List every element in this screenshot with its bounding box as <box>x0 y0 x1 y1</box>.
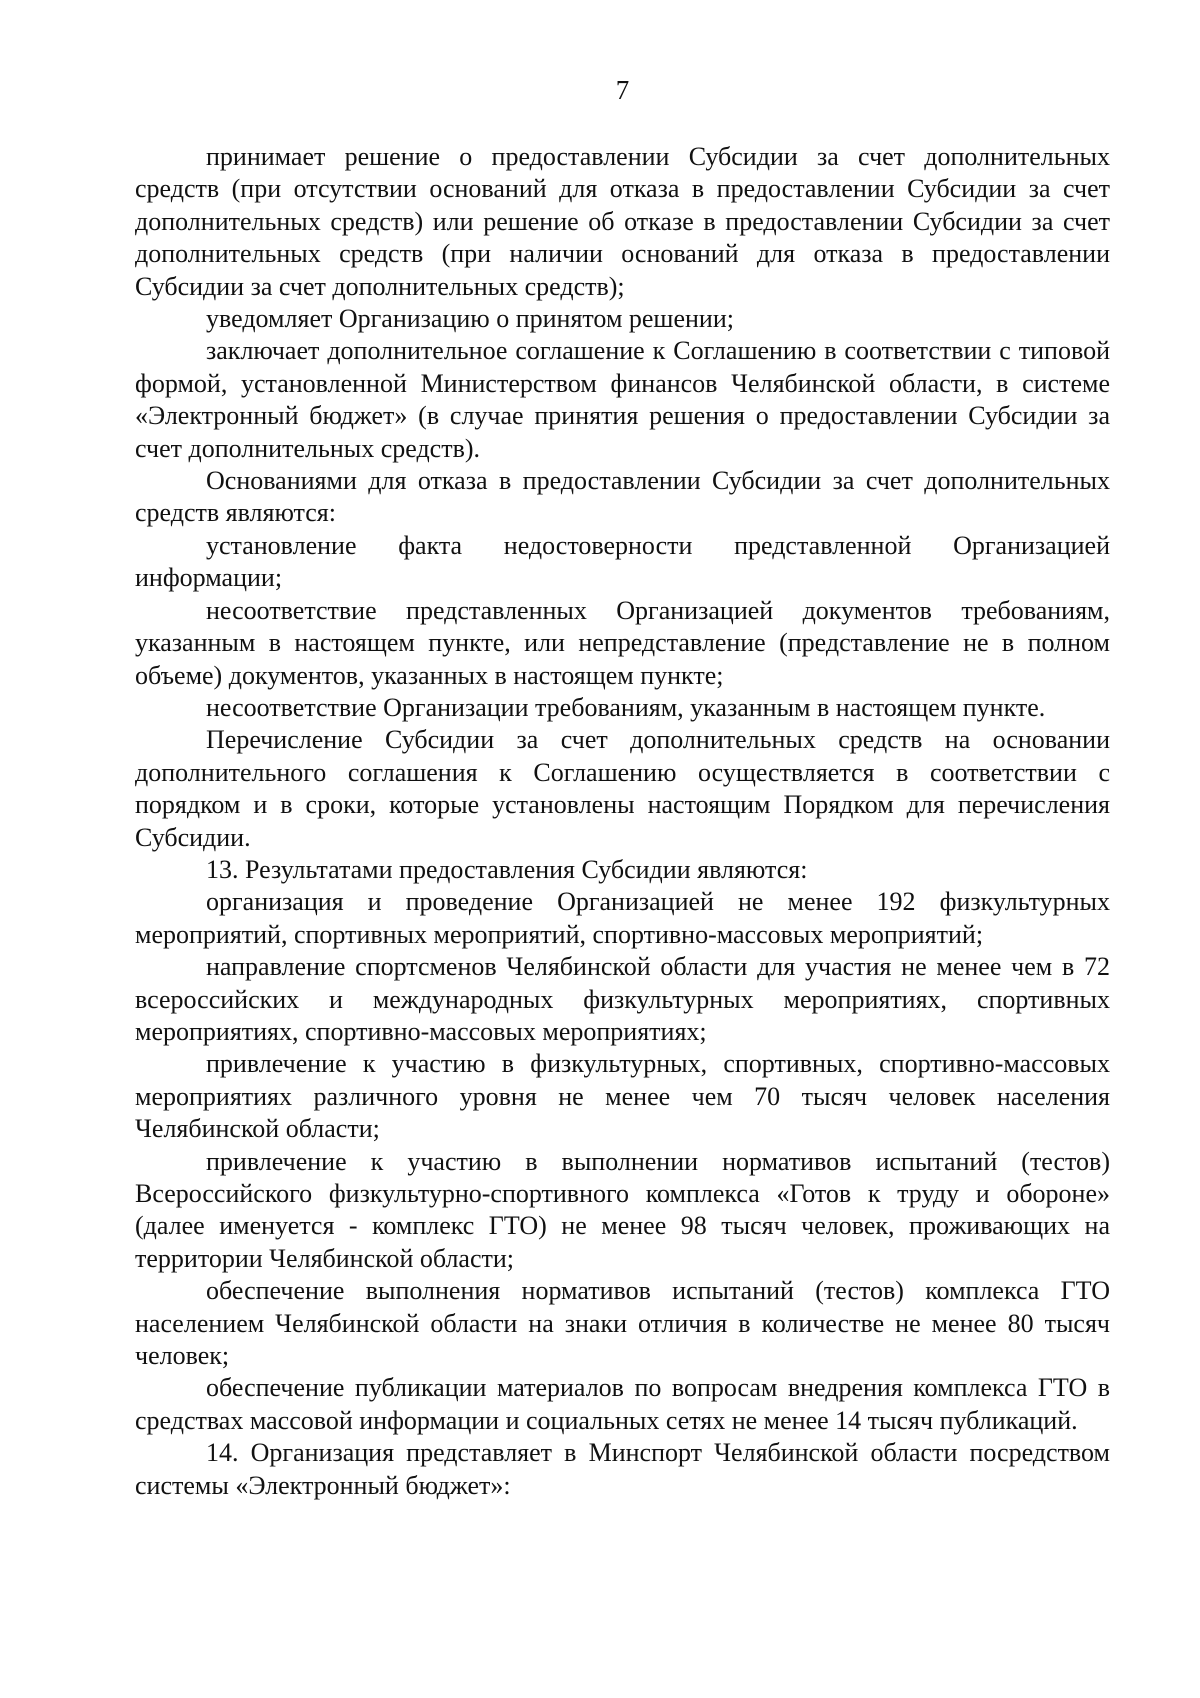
paragraph: несоответствие Организации требованиям, указанным в настоящем пункте. <box>206 692 1046 722</box>
page-number: 7 <box>615 75 630 105</box>
paragraph: Основаниями для отказа в предоставлении Субсидии за счет дополнительных средств являются: <box>135 466 1110 528</box>
paragraph: обеспечение выполнения нормативов испытаний (тестов) комплекса ГТО населением Челябинской области на знаки отличия в количестве не менее 80 тысяч человек; <box>135 1276 1110 1371</box>
paragraph: принимает решение о предоставлении Субсидии за счет дополнительных средств (при отсутствии оснований для отказа в предоставлении Субсидии за счет дополнительных средств) или решение об отказе в предоставлении Субсидии за счет дополнительных средств (при наличии оснований для отказа в предоставлении Субсидии за счет дополнительных средств); <box>135 142 1110 301</box>
paragraph: организация и проведение Организацией не менее 192 физкультурных мероприятий, спортивных мероприятий, спортивно-массовых мероприятий; <box>135 887 1110 949</box>
paragraph: несоответствие представленных Организацией документов требованиям, указанным в настоящем пункте, или непредставление (представление не в полном объеме) документов, указанных в настоящем пункте; <box>135 595 1110 690</box>
document-body <box>135 141 1110 1502</box>
paragraph: уведомляет Организацию о принятом решении; <box>206 304 734 334</box>
paragraph: заключает дополнительное соглашение к Соглашению в соответствии с типовой формой, установленной Министерством финансов Челябинской области, в системе «Электронный бюджет» (в случае принятия решения о предоставлении Субсидии за счет дополнительных средств). <box>135 336 1110 463</box>
paragraph: установление факта недостоверности представленной Организацией информации; <box>135 530 1110 593</box>
paragraph: Перечисление Субсидии за счет дополнительных средств на основании дополнительного соглашения к Соглашению осуществляется в соответствии с порядком и в сроки, которые установлены настоящим Порядком для перечисления Субсидии. <box>135 725 1110 852</box>
paragraph: привлечение к участию в выполнении нормативов испытаний (тестов) Всероссийского физкультурно-спортивного комплекса «Готов к труду и обороне» (далее именуется - комплекс ГТО) не менее 98 тысяч человек, проживающих на территории Челябинской области; <box>135 1146 1110 1273</box>
section-heading-13: 13. Результатами предоставления Субсидии являются: <box>206 854 808 884</box>
paragraph: обеспечение публикации материалов по вопросам внедрения комплекса ГТО в средствах массовой информации и социальных сетях не менее 14 тысяч публикаций. <box>135 1373 1110 1435</box>
paragraph: направление спортсменов Челябинской области для участия не менее чем в 72 всероссийских и международных физкультурных мероприятиях, спортивных мероприятиях, спортивно-массовых мероприятиях; <box>135 952 1110 1046</box>
section-heading-14: 14. Организация представляет в Минспорт Челябинской области посредством системы «Электронный бюджет»: <box>135 1438 1110 1500</box>
paragraph: привлечение к участию в физкультурных, спортивных, спортивно-массовых мероприятиях различного уровня не менее чем 70 тысяч человек населения Челябинской области; <box>135 1049 1110 1144</box>
